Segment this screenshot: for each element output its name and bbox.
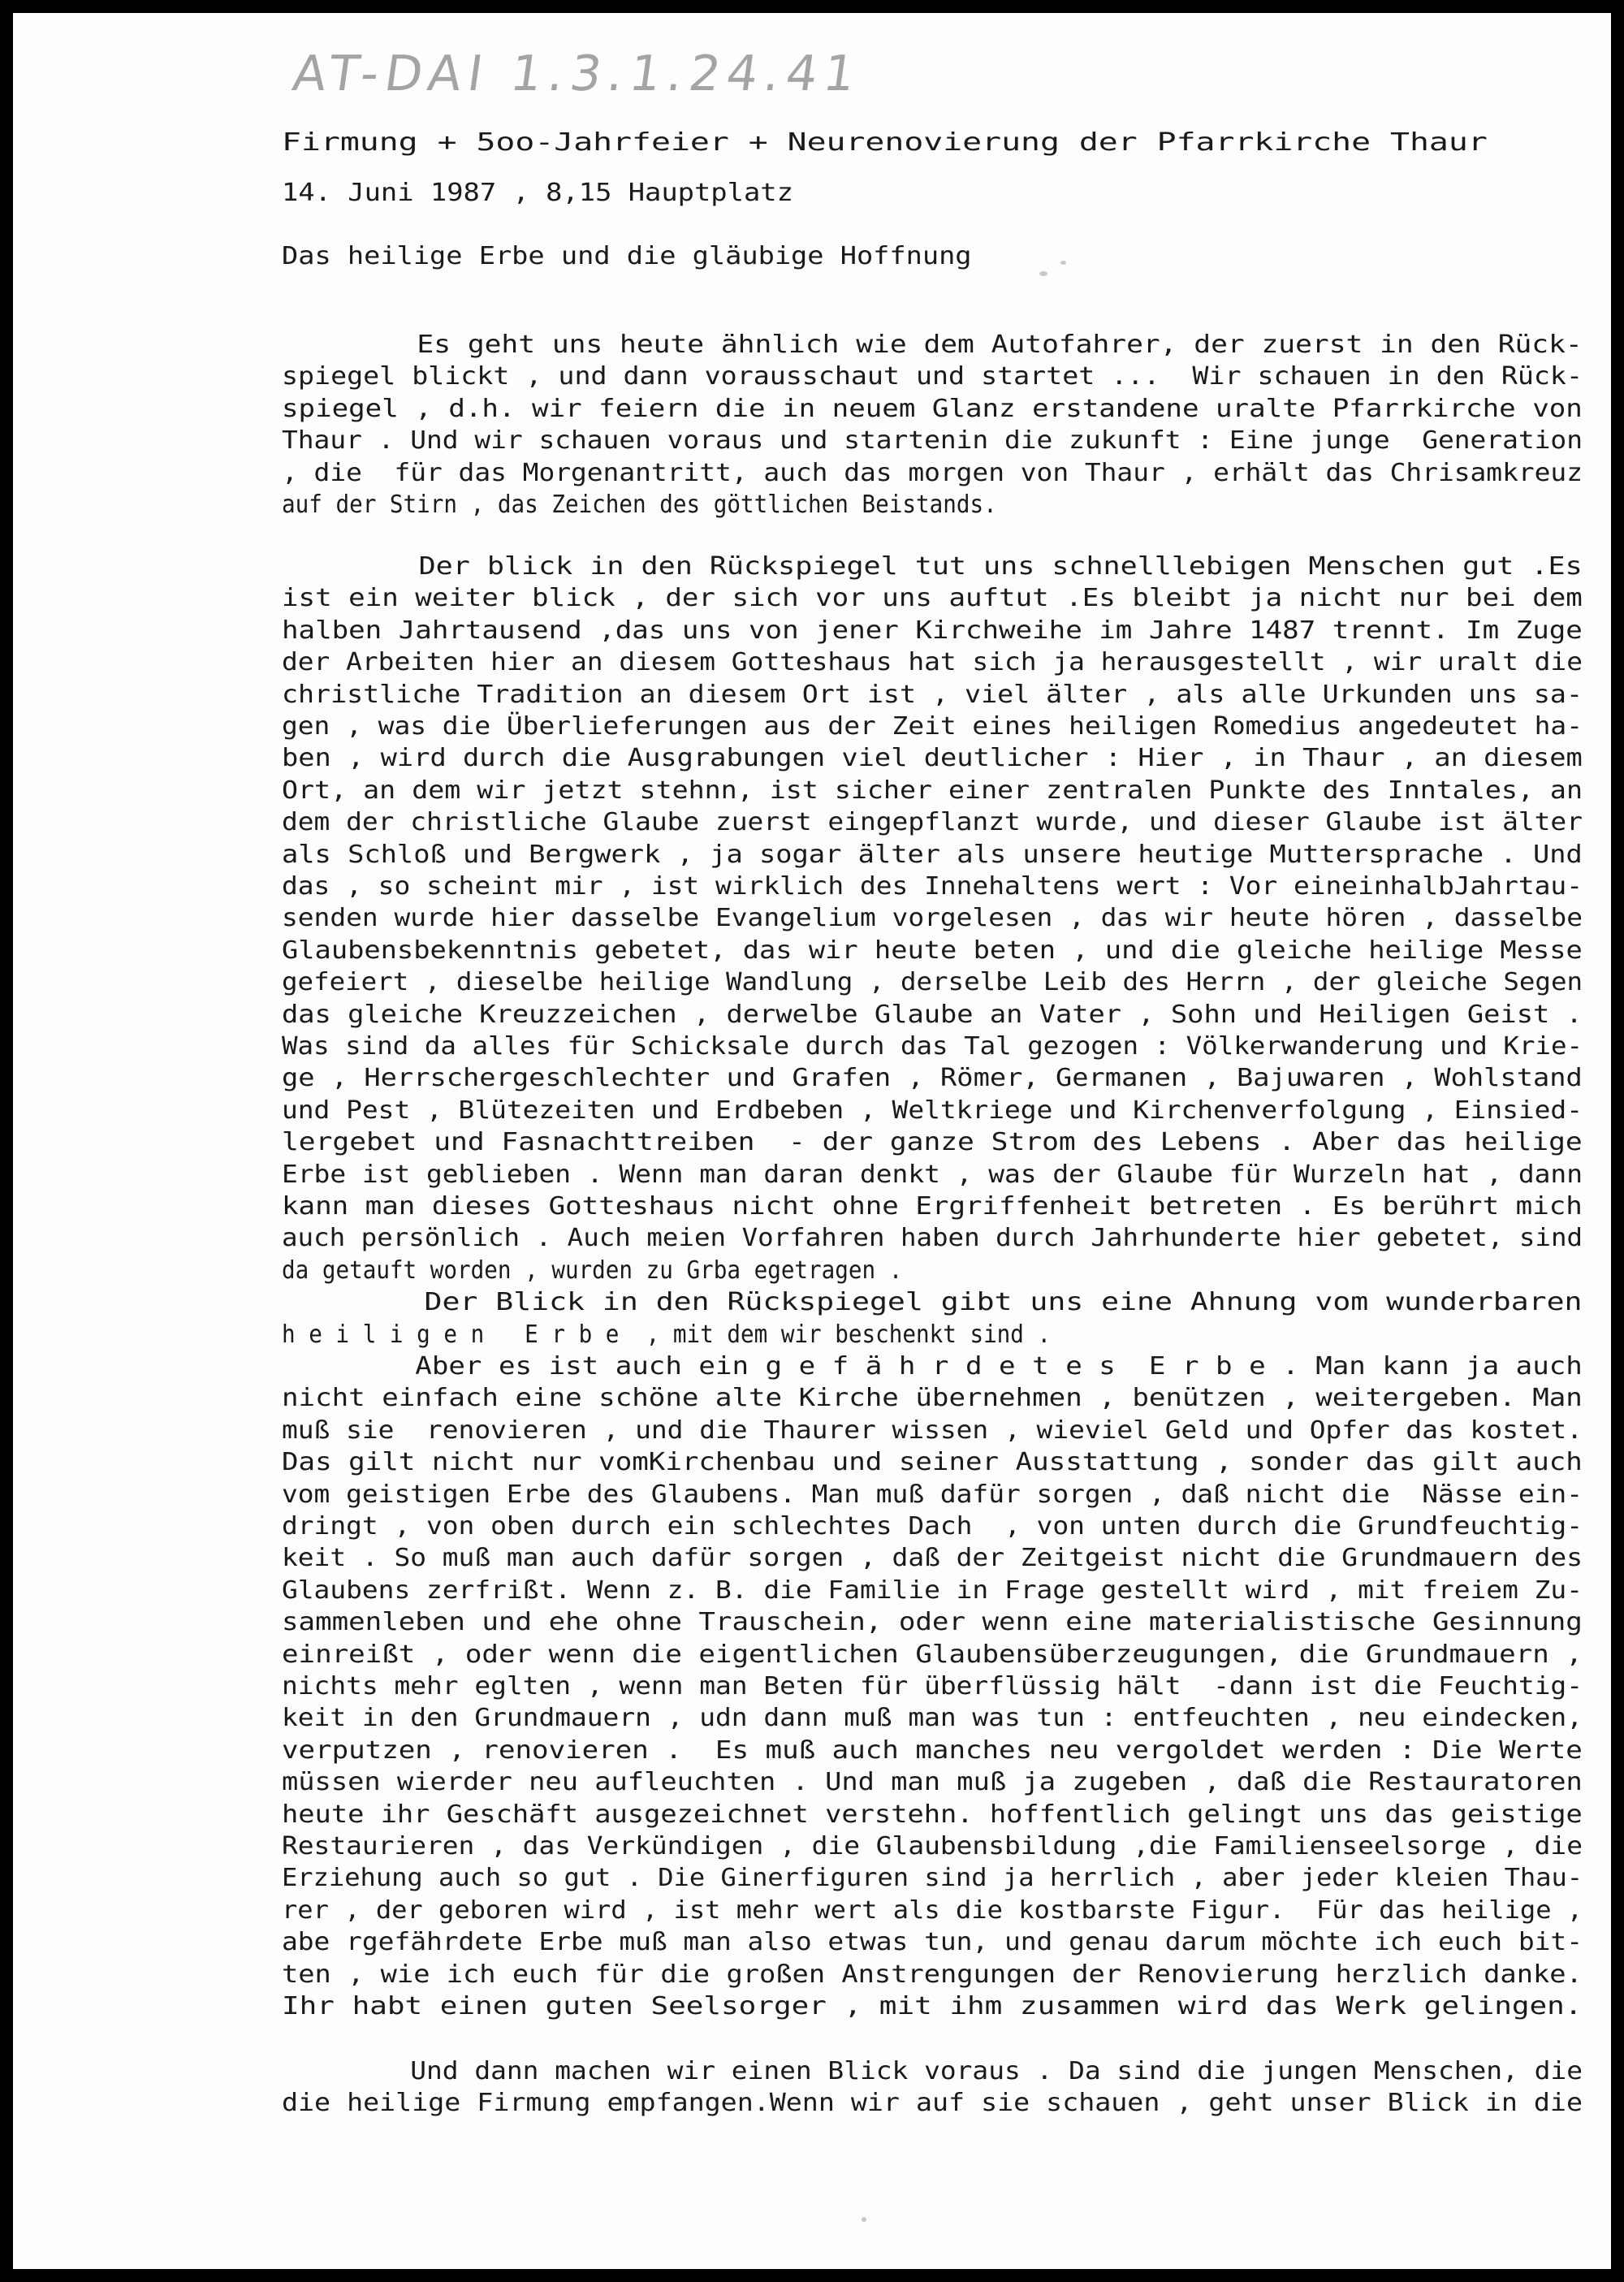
document-title: Firmung + 5oo-Jahrfeier + Neurenovierung der Pfarrkirche Thaur: [282, 128, 1488, 157]
text-line: Ihr habt einen guten Seelsorger , mit ihm zusammen wird das Werk gelingen.: [282, 1992, 1583, 2021]
text-line: keit . So muß man auch dafür sorgen , daß der Zeitgeist nicht die Grundmauern des: [282, 1544, 1583, 1572]
text-line: Der Blick in den Rückspiegel gibt uns eine Ahnung vom wunderbaren: [282, 1288, 1583, 1316]
document-page: [13, 13, 1611, 2269]
text-line: abe rgefährdete Erbe muß man also etwas tun, und genau darum möchte ich euch bit-: [282, 1928, 1583, 1956]
text-line: halben Jahrtausend ,das uns von jener Kirchweihe im Jahre 1487 trennt. Im Zuge: [282, 616, 1583, 645]
text-line: das gleiche Kreuzzeichen , derwelbe Glaube an Vater , Sohn und Heiligen Geist .: [282, 1001, 1583, 1029]
text-line: und Pest , Blütezeiten und Erdbeben , Weltkriege und Kirchenverfolgung , Einsied-: [282, 1096, 1583, 1125]
text-line: einreißt , oder wenn die eigentlichen Glaubensüberzeugungen, die Grundmauern ,: [282, 1640, 1583, 1669]
text-line: , die für das Morgenantritt, auch das morgen von Thaur , erhält das Chrisamkreuz: [282, 459, 1583, 487]
text-line: Aber es ist auch ein g e f ä h r d e t e s E r b e . Man kann ja auch: [282, 1352, 1583, 1381]
text-line: Restaurieren , das Verkündigen , die Glaubensbildung ,die Familienseelsorge , die: [282, 1832, 1583, 1861]
text-line: keit in den Grundmauern , udn dann muß man was tun : entfeuchten , neu eindecken,: [282, 1704, 1583, 1732]
text-line: Erbe ist geblieben . Wenn man daran denkt , was der Glaube für Wurzeln hat , dann: [282, 1160, 1583, 1189]
scan-speck: [1039, 271, 1047, 276]
text-line: Was sind da alles für Schicksale durch das Tal gezogen : Völkerwanderung und Krie-: [282, 1032, 1583, 1061]
text-line: auf der Stirn , das Zeichen des göttlichen Beistands.: [282, 491, 997, 519]
text-line: Und dann machen wir einen Blick voraus . Da sind die jungen Menschen, die: [282, 2057, 1583, 2085]
text-line: die heilige Firmung empfangen.Wenn wir auf sie schauen , geht unser Blick in die: [282, 2089, 1583, 2117]
text-line: der Arbeiten hier an diesem Gotteshaus hat sich ja herausgestellt , wir uralt die: [282, 648, 1583, 676]
text-line: ben , wird durch die Ausgrabungen viel deutlicher : Hier , in Thaur , an diesem: [282, 744, 1583, 772]
text-line: sammenleben und ehe ohne Trauschein, oder wenn eine materialistische Gesinnung: [282, 1608, 1583, 1636]
document-date: 14. Juni 1987 , 8,15 Hauptplatz: [282, 179, 793, 207]
text-line: dem der christliche Glaube zuerst eingepflanzt wurde, und dieser Glaube ist älter: [282, 808, 1583, 836]
text-line: nichts mehr eglten , wenn man Beten für überflüssig hält -dann ist die Feuchtig-: [282, 1672, 1583, 1701]
text-line: muß sie renovieren , und die Thaurer wissen , wieviel Geld und Opfer das kostet.: [282, 1416, 1583, 1445]
text-line: vom geistigen Erbe des Glaubens. Man muß dafür sorgen , daß nicht die Nässe ein-: [282, 1480, 1583, 1509]
text-line: als Schloß und Bergwerk , ja sogar älter als unsere heutige Muttersprache . Und: [282, 841, 1583, 869]
text-line: verputzen , renovieren . Es muß auch manches neu vergoldet werden : Die Werte: [282, 1736, 1583, 1765]
text-line: christliche Tradition an diesem Ort ist , viel älter , als alle Urkunden uns sa-: [282, 681, 1583, 709]
text-line: Glaubensbekenntnis gebetet, das wir heute beten , und die gleiche heilige Messe: [282, 936, 1583, 965]
text-line: nicht einfach eine schöne alte Kirche übernehmen , benützen , weitergeben. Man: [282, 1384, 1583, 1412]
scan-speck: [1060, 261, 1066, 265]
scan-speck: [862, 2217, 866, 2222]
archive-reference-mark: AT-DAI 1.3.1.24.41: [289, 45, 866, 102]
text-line: Es geht uns heute ähnlich wie dem Autofahrer, der zuerst in den Rück-: [282, 331, 1583, 359]
text-line: Erziehung auch so gut . Die Ginerfiguren sind ja herrlich , aber jeder kleien Thau-: [282, 1864, 1583, 1892]
text-line: spiegel blickt , und dann vorausschaut und startet ... Wir schauen in den Rück-: [282, 362, 1583, 391]
text-line: kann man dieses Gotteshaus nicht ohne Ergriffenheit betreten . Es berührt mich: [282, 1192, 1583, 1221]
text-line: senden wurde hier dasselbe Evangelium vorgelesen , das wir heute hören , dasselbe: [282, 904, 1583, 932]
text-line: dringt , von oben durch ein schlechtes Dach , von unten durch die Grundfeuchtig-: [282, 1512, 1583, 1541]
text-line: ge , Herrschergeschlechter und Grafen , Römer, Germanen , Bajuwaren , Wohlstand: [282, 1064, 1583, 1092]
text-line: das , so scheint mir , ist wirklich des Innehaltens wert : Vor eineinhalbJahrtau-: [282, 872, 1583, 901]
text-line: h e i l i g e n E r b e , mit dem wir beschenkt sind .: [282, 1320, 1052, 1349]
text-line: Der blick in den Rückspiegel tut uns schnelllebigen Menschen gut .Es: [282, 552, 1583, 581]
text-line: rer , der geboren wird , ist mehr wert als die kostbarste Figur. Für das heilige ,: [282, 1896, 1583, 1925]
text-line: lergebet und Fasnachttreiben - der ganze Strom des Lebens . Aber das heilige: [282, 1128, 1583, 1156]
text-line: Ort, an dem wir jetzt stehnn, ist sicher einer zentralen Punkte des Inntales, an: [282, 776, 1583, 805]
text-line: da getauft worden , wurden zu Grba egetragen .: [282, 1256, 903, 1285]
text-line: heute ihr Geschäft ausgezeichnet verstehn. hoffentlich gelingt uns das geistige: [282, 1800, 1583, 1829]
text-line: auch persönlich . Auch meien Vorfahren haben durch Jahrhunderte hier gebetet, sind: [282, 1224, 1583, 1252]
text-line: gen , was die Überlieferungen aus der Zeit eines heiligen Romedius angedeutet ha-: [282, 712, 1583, 741]
text-line: Thaur . Und wir schauen voraus und startenin die zukunft : Eine junge Generation: [282, 426, 1583, 455]
document-heading: Das heilige Erbe und die gläubige Hoffnung: [282, 242, 972, 270]
text-line: ten , wie ich euch für die großen Anstrengungen der Renovierung herzlich danke.: [282, 1960, 1583, 1989]
text-line: Glaubens zerfrißt. Wenn z. B. die Familie in Frage gestellt wird , mit freiem Zu-: [282, 1576, 1583, 1605]
text-line: müssen wierder neu aufleuchten . Und man muß ja zugeben , daß die Restauratoren: [282, 1768, 1583, 1796]
text-line: ist ein weiter blick , der sich vor uns auftut .Es bleibt ja nicht nur bei dem: [282, 584, 1583, 612]
text-line: spiegel , d.h. wir feiern die in neuem Glanz erstandene uralte Pfarrkirche von: [282, 395, 1583, 423]
text-line: Das gilt nicht nur vomKirchenbau und seiner Ausstattung , sonder das gilt auch: [282, 1448, 1583, 1476]
text-line: gefeiert , dieselbe heilige Wandlung , derselbe Leib des Herrn , der gleiche Segen: [282, 968, 1583, 996]
